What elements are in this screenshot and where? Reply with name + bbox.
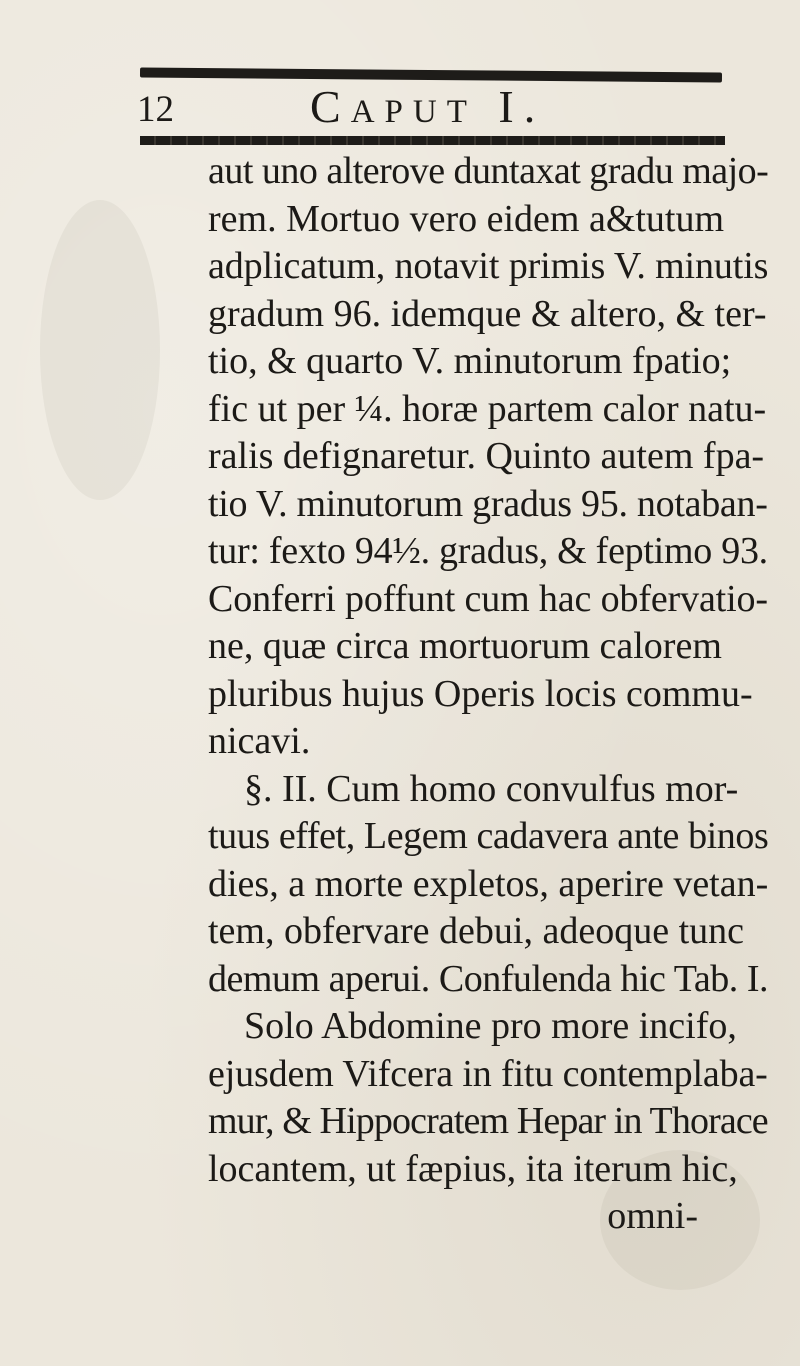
text-line: rem. Mortuo vero eidem a&tutum <box>208 197 725 240</box>
text-line: ne, quæ circa mortuorum calorem <box>208 625 722 667</box>
text-line: dies, a morte expletos, aperire vetan- <box>208 862 769 905</box>
text-line: §. II. Cum homo convulfus mor- <box>244 767 739 810</box>
running-head-initial: C <box>310 81 351 132</box>
text-line: Conferri poffunt cum hac obfervatio- <box>208 577 768 620</box>
page-header <box>0 82 800 134</box>
text-line: tuus effet, Legem cadavera ante binos <box>208 815 769 857</box>
header-rule-top <box>140 67 722 82</box>
text-line: Solo Abdomine pro more incifo, <box>244 1005 737 1047</box>
text-line: adplicatum, notavit primis V. minutis <box>208 245 769 287</box>
text-line: demum aperui. Confulenda hic Tab. I. <box>208 957 769 1000</box>
text-line: mur, & Hippocratem Hepar in Thorace <box>208 1100 768 1142</box>
text-line: gradum 96. idemque & altero, & ter- <box>208 292 767 335</box>
text-line: ejusdem Vifcera in fitu contemplaba- <box>208 1052 768 1095</box>
header-rule-bottom <box>140 136 725 145</box>
text-line: ralis defignaretur. Quinto autem fpa- <box>208 435 765 477</box>
running-head-rest: APUT <box>350 94 477 130</box>
text-line: tio, & quarto V. minutorum fpatio; <box>208 340 732 382</box>
text-line: tio V. minutorum gradus 95. notaban- <box>208 482 768 525</box>
page-number: 12 <box>137 89 174 130</box>
text-line: tem, obfervare debui, adeoque tunc <box>208 910 744 952</box>
paper-stain <box>40 200 160 500</box>
text-line: fic ut per ¼. horæ partem calor natu- <box>208 387 767 430</box>
running-head <box>310 82 545 137</box>
text-line: tur: fexto 94½. gradus, & feptimo 93. <box>208 530 768 572</box>
text-line: aut uno alterove duntaxat gradu majo- <box>208 150 769 192</box>
catchword: omni- <box>607 1195 698 1237</box>
text-line: locantem, ut fæpius, ita iterum hic, <box>208 1147 738 1190</box>
body-text <box>208 148 768 1241</box>
running-head-numeral: I. <box>498 81 546 132</box>
text-line: pluribus hujus Operis locis commu- <box>208 672 753 715</box>
text-line: nicavi. <box>208 720 311 762</box>
